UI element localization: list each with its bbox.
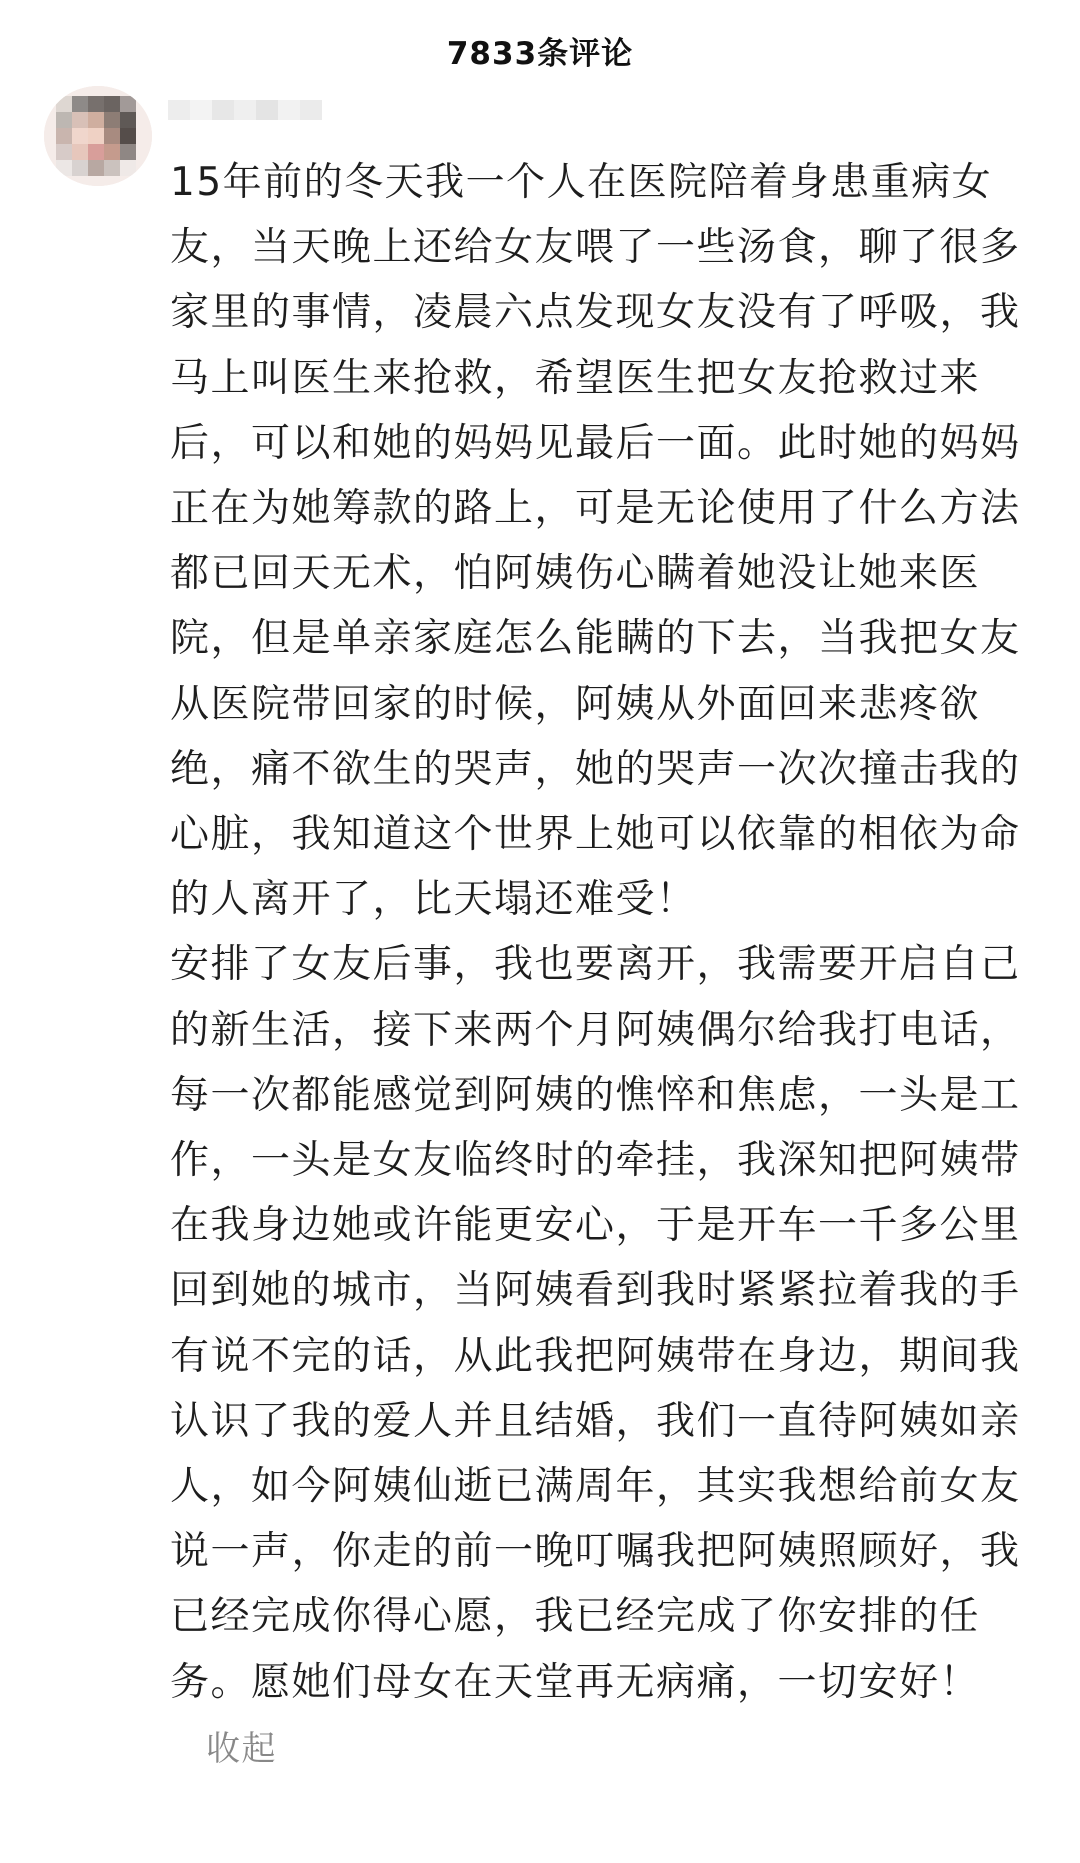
collapse-button[interactable]: 收起	[206, 1728, 277, 1769]
user-avatar[interactable]	[44, 86, 152, 186]
blurred-username-icon	[168, 96, 328, 126]
comment-body	[170, 150, 1038, 1782]
comment-paragraph-2	[170, 932, 1038, 1782]
comment-count-title: 7833条评论	[446, 36, 634, 72]
comment-paragraph-1: 15年前的冬天我一个人在医院陪着身患重病女友，当天晚上还给女友喂了一些汤食，聊了很多家里的事情，凌晨六点发现女友没有了呼吸，我马上叫医生来抢救，希望医生把女友抢救过来后，可以和她的妈妈见最后一面。此时她的妈妈正在为她筹款的路上，可是无论使用了什么方法都已回天无术，怕阿姨伤心瞒着她没让她来医院，但是单亲家庭怎么能瞒的下去，当我把女友从医院带回家的时候，阿姨从外面回来悲疼欲绝，痛不欲生的哭声，她的哭声一次次撞击我的心脏，我知道这个世界上她可以依靠的相依为命的人离开了，比天塌还难受！	[170, 160, 1021, 923]
comment-paragraph-2-text: 安排了女友后事，我也要离开，我需要开启自己的新生活，接下来两个月阿姨偶尔给我打电话，每一次都能感觉到阿姨的憔悴和焦虑，一头是工作，一头是女友临终时的牵挂，我深知把阿姨带在我身边她或许能更安心，于是开车一千多公里回到她的城市，当阿姨看到我时紧紧拉着我的手有说不完的话，从此我把阿姨带在身边，期间我认识了我的爱人并且结婚，我们一直待阿姨如亲人，如今阿姨仙逝已满周年，其实我想给前女友说一声，你走的前一晚叮嘱我把阿姨照顾好，我已经完成你得心愿，我已经完成了你安排的任务。愿她们母女在天堂再无病痛，一切安好！	[170, 942, 1021, 1705]
blurred-username[interactable]	[168, 96, 328, 126]
blurred-avatar-icon	[44, 86, 152, 186]
